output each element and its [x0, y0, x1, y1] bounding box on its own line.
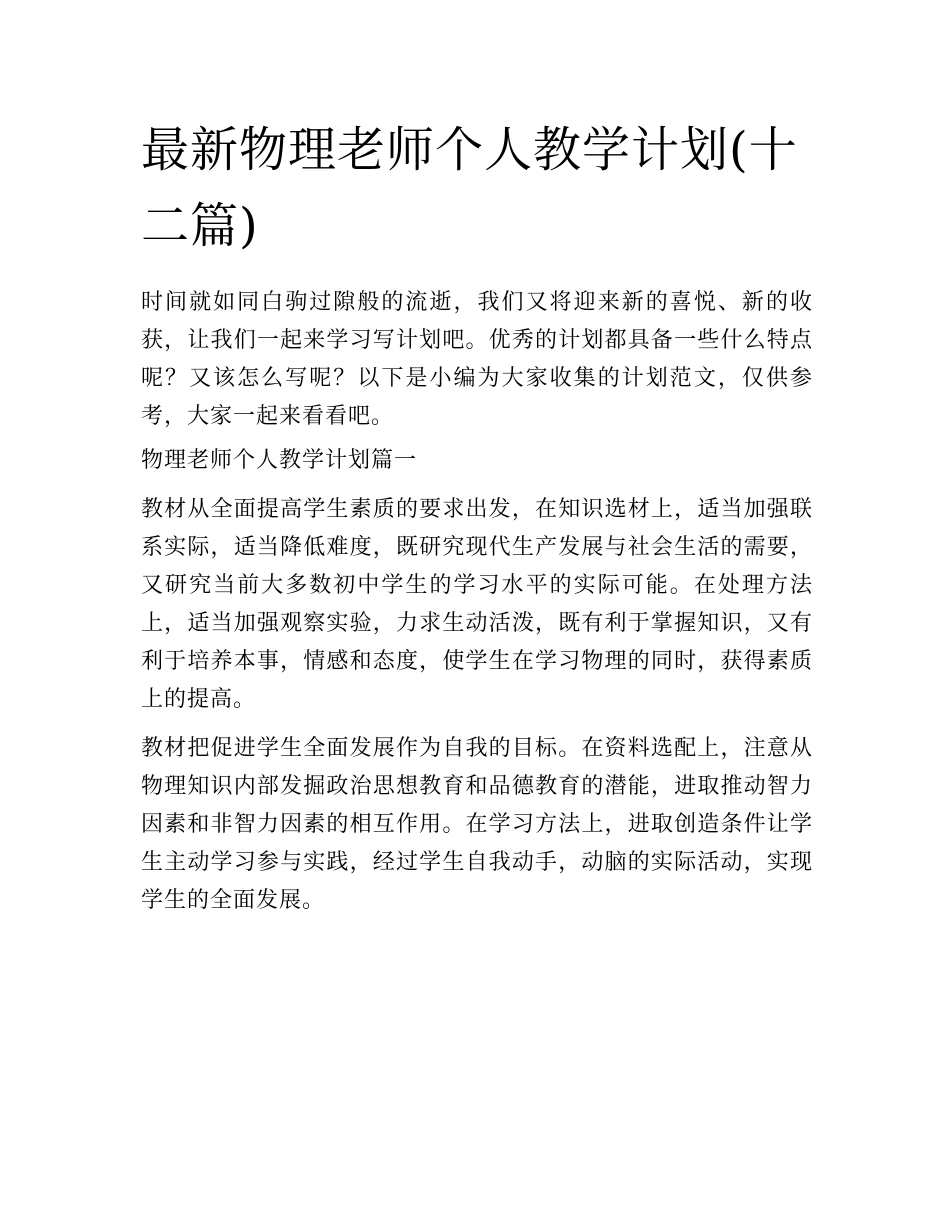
section-heading: 物理老师个人教学计划篇一: [141, 448, 418, 473]
body-paragraph-1: 教材从全面提高学生素质的要求出发，在知识选材上，适当加强联系实际，适当降低难度，既研究现代生产发展与社会生活的需要，又研究当前大多数初中学生的学习水平的实际可能。在处理方法上，适当加强观察实验，力求生动活泼，既有利于掌握知识，又有利于培养本事，情感和态度，使学生在学习物理的同时，获得素质上的提高。: [141, 497, 813, 712]
body-paragraph-2: 教材把促进学生全面发展作为自我的目标。在资料选配上，注意从物理知识内部发掘政治思想教育和品德教育的潜能，进取推动智力因素和非智力因素的相互作用。在学习方法上，进取创造条件让学生主动学习参与实践，经过学生自我动手，动脑的实际活动，实现学生的全面发展。: [141, 736, 813, 913]
document-title: 最新物理老师个人教学计划(十二篇): [141, 122, 798, 254]
document-body: [141, 112, 813, 926]
intro-paragraph: 时间就如同白驹过隙般的流逝，我们又将迎来新的喜悦、新的收获，让我们一起来学习写计划吧。优秀的计划都具备一些什么特点呢？又该怎么写呢？以下是小编为大家收集的计划范文，仅供参考，大家一起来看看吧。: [141, 290, 813, 429]
